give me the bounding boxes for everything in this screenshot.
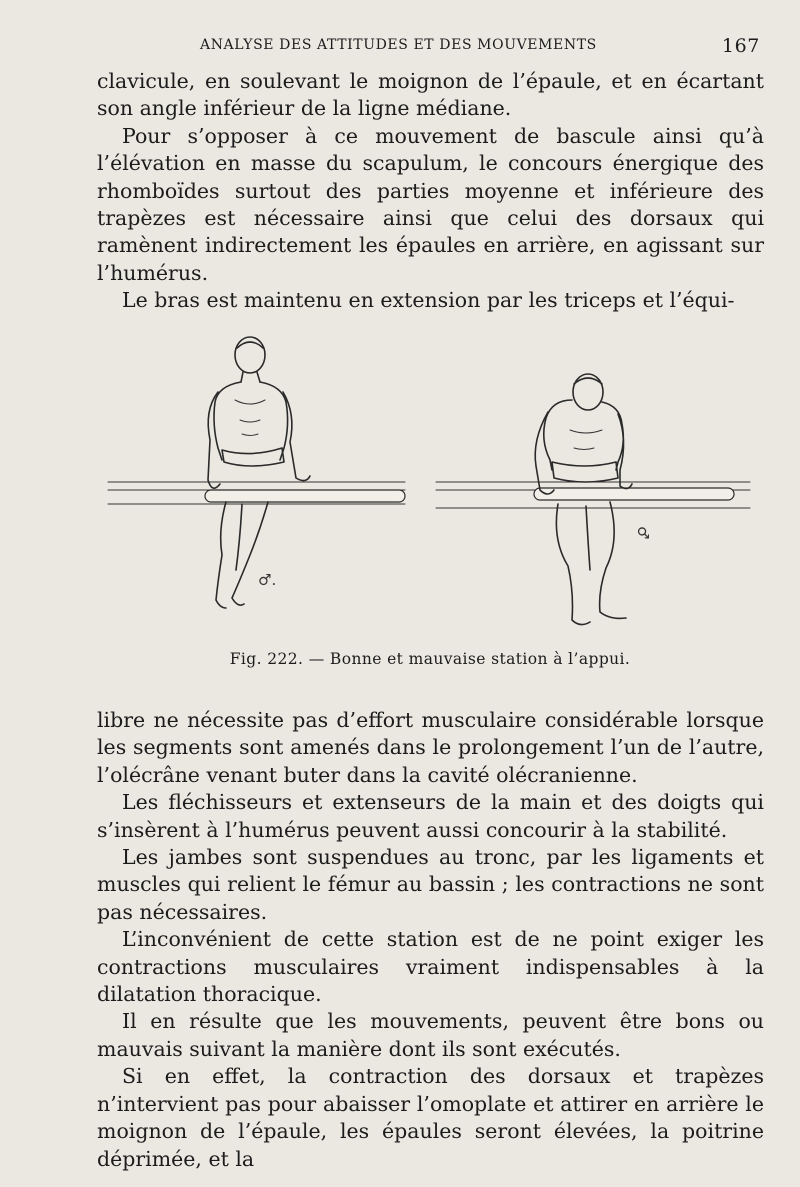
page-number: 167 [721,35,760,57]
text-block-top [97,68,764,315]
running-head [200,35,760,59]
paragraph: Les fléchisseurs et extenseurs de la main et des doigts qui s’insèrent à l’humérus peuvent aussi concourir à la stabilité. [97,790,764,842]
figure-illustration [100,330,760,640]
figure-left-good-posture [108,337,405,608]
figure-222 [100,330,760,690]
text-block-bottom [97,707,764,1173]
paragraph-continuation: libre ne nécessite pas d’effort musculaire considérable lorsque les segments sont amenés dans le prolongement l’un de l’autre, l’olécrâne venant buter dans la cavité olécranienne. [97,708,764,787]
paragraph: Il en résulte que les mouvements, peuvent être bons ou mauvais suivant la manière dont ils sont exécutés. [97,1009,764,1061]
running-title: ANALYSE DES ATTITUDES ET DES MOUVEMENTS [200,37,597,53]
paragraph: Pour s’opposer à ce mouvement de bascule ainsi qu’à l’élévation en masse du scapulum, le concours énergique des rhomboïdes surtout des parties moyenne et inférieure des trapèzes est nécessaire ainsi que celui des dorsaux qui ramènent indirectement les épaules en arrière, en agissant sur l’humérus. [97,123,764,285]
figure-left-symbol: ♂. [258,571,277,589]
paragraph-continuation: clavicule, en soulevant le moignon de l’épaule, et en écartant son angle inférieur de la ligne médiane. [97,69,764,121]
paragraph: Le bras est maintenu en extension par les triceps et l’équi- [122,288,735,313]
paragraph: Si en effet, la contraction des dorsaux et trapèzes n’intervient pas pour abaisser l’omoplate et attirer en arrière le moignon de l’épaule, les épaules seront élevées, la poitrine déprimée, et la [97,1064,764,1171]
figure-right-symbol: ♂ [634,526,652,540]
figure-right-bad-posture [436,374,750,625]
paragraph: L’inconvénient de cette station est de ne point exiger les contractions musculaires vraiment indispensables à la dilatation thoracique. [97,927,764,1007]
paragraph: Les jambes sont suspendues au tronc, par les ligaments et muscles qui relient le fémur au bassin ; les contractions ne sont pas nécessaires. [97,845,764,924]
figure-caption: Fig. 222. — Bonne et mauvaise station à l’appui. [229,650,631,668]
